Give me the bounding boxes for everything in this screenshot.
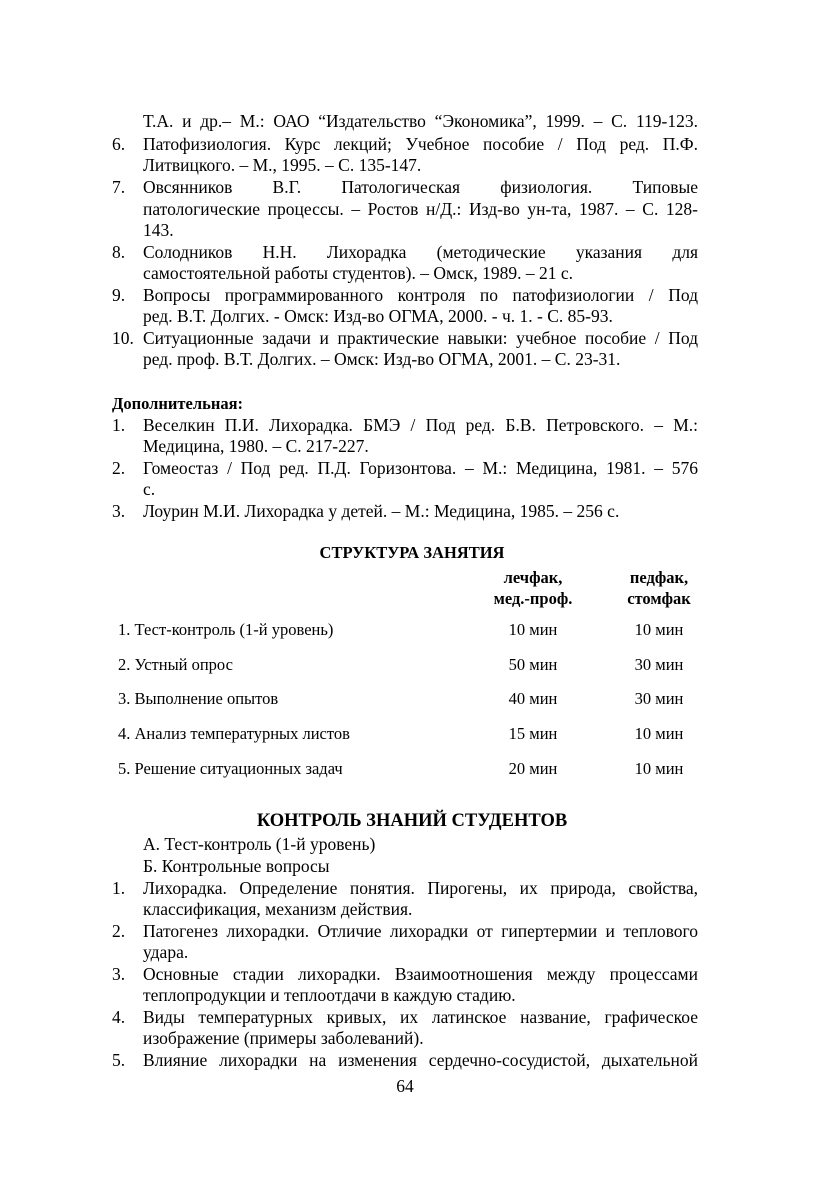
structure-cell: 10 мин [634, 759, 684, 778]
reference-line: самостоятельной работы студентов). – Омск, 1989. – 21 с. [143, 263, 573, 283]
structure-row-label: 5. Решение ситуационных задач [118, 759, 343, 778]
structure-title: СТРУКТУРА ЗАНЯТИЯ [319, 543, 505, 562]
structure-cell: 10 мин [634, 620, 684, 639]
structure-row-label: 2. Устный опрос [118, 655, 233, 674]
question-line: теплопродукции и теплоотдачи в каждую стадию. [143, 985, 516, 1005]
reference-line: Патофизиология. Курс лекций; Учебное пособие / Под ред. П.Ф. [143, 134, 698, 154]
structure-cell: 15 мин [508, 724, 558, 743]
control-subheading: Б. Контрольные вопросы [143, 856, 330, 876]
structure-cell: 20 мин [508, 759, 558, 778]
structure-row-label: 1. Тест-контроль (1-й уровень) [118, 620, 334, 639]
reference-number: 7. [112, 177, 126, 197]
reference-number: 10. [112, 328, 134, 348]
page-number: 64 [396, 1076, 414, 1096]
question-line: удара. [143, 942, 189, 962]
column-header-lechfak: мед.-проф. [493, 589, 573, 608]
reference-line: Ситуационные задачи и практические навыки: учебное пособие / Под [143, 328, 698, 348]
reference-line: Лоурин М.И. Лихорадка у детей. – М.: Медицина, 1985. – 256 с. [143, 501, 620, 521]
control-title: КОНТРОЛЬ ЗНАНИЙ СТУДЕНТОВ [256, 811, 568, 831]
structure-cell: 50 мин [508, 655, 558, 674]
structure-cell: 30 мин [634, 689, 684, 708]
question-number: 4. [112, 1007, 126, 1027]
reference-number: 8. [112, 242, 126, 262]
reference-number: 9. [112, 285, 126, 305]
reference-line: Вопросы программированного контроля по патофизиологии / Под [143, 285, 698, 305]
question-number: 3. [112, 964, 126, 984]
reference-line: Литвицкого. – М., 1995. – С. 135-147. [143, 155, 422, 175]
reference-line: ред. проф. В.Т. Долгих. – Омск: Изд-во ОГМА, 2001. – С. 23-31. [143, 349, 621, 369]
reference-number: 1. [112, 415, 126, 435]
reference-line: Веселкин П.И. Лихорадка. БМЭ / Под ред. Б.В. Петровского. – М.: [143, 415, 698, 435]
question-line: Виды температурных кривых, их латинское название, графическое [143, 1007, 698, 1027]
reference-number: 6. [112, 134, 126, 154]
reference-line: Солодников Н.Н. Лихорадка (методические указания для [143, 242, 698, 262]
question-number: 2. [112, 921, 126, 941]
question-line: изображение (примеры заболеваний). [143, 1028, 424, 1048]
column-header-pedfak: педфак, [629, 568, 689, 587]
column-header-lechfak: лечфак, [503, 568, 563, 587]
structure-row-label: 4. Анализ температурных листов [118, 724, 350, 743]
additional-heading: Дополнительная: [112, 394, 244, 413]
column-header-pedfak: стомфак [627, 589, 691, 608]
reference-line: 143. [143, 220, 174, 240]
question-line: Влияние лихорадки на изменения сердечно-сосудистой, дыхательной [143, 1050, 698, 1070]
reference-line: Овсянников В.Г. Патологическая физиология. Типовые [143, 177, 698, 197]
structure-cell: 10 мин [508, 620, 558, 639]
question-number: 1. [112, 878, 126, 898]
question-line: Основные стадии лихорадки. Взаимоотношения между процессами [143, 964, 698, 984]
question-number: 5. [112, 1050, 126, 1070]
question-line: Лихорадка. Определение понятия. Пирогены, их природа, свойства, [143, 878, 698, 898]
reference-line: с. [143, 479, 156, 499]
structure-cell: 40 мин [508, 689, 558, 708]
structure-cell: 10 мин [634, 724, 684, 743]
reference-number: 3. [112, 501, 126, 521]
reference-line: Медицина, 1980. – С. 217-227. [143, 436, 369, 456]
question-line: классификация, механизм действия. [143, 899, 413, 919]
reference-line: Т.А. и др.– М.: ОАО “Издательство “Экономика”, 1999. – С. 119-123. [143, 111, 698, 131]
reference-line: патологические процессы. – Ростов н/Д.: Изд-во ун-та, 1987. – С. 128- [143, 199, 698, 219]
reference-number: 2. [112, 458, 126, 478]
control-subheading: А. Тест-контроль (1-й уровень) [143, 834, 376, 854]
reference-line: ред. В.Т. Долгих. - Омск: Изд-во ОГМА, 2000. - ч. 1. - С. 85-93. [143, 306, 613, 326]
structure-cell: 30 мин [634, 655, 684, 674]
structure-row-label: 3. Выполнение опытов [118, 689, 279, 708]
reference-line: Гомеостаз / Под ред. П.Д. Горизонтова. – М.: Медицина, 1981. – 576 [143, 458, 698, 478]
question-line: Патогенез лихорадки. Отличие лихорадки от гипертермии и теплового [143, 921, 698, 941]
